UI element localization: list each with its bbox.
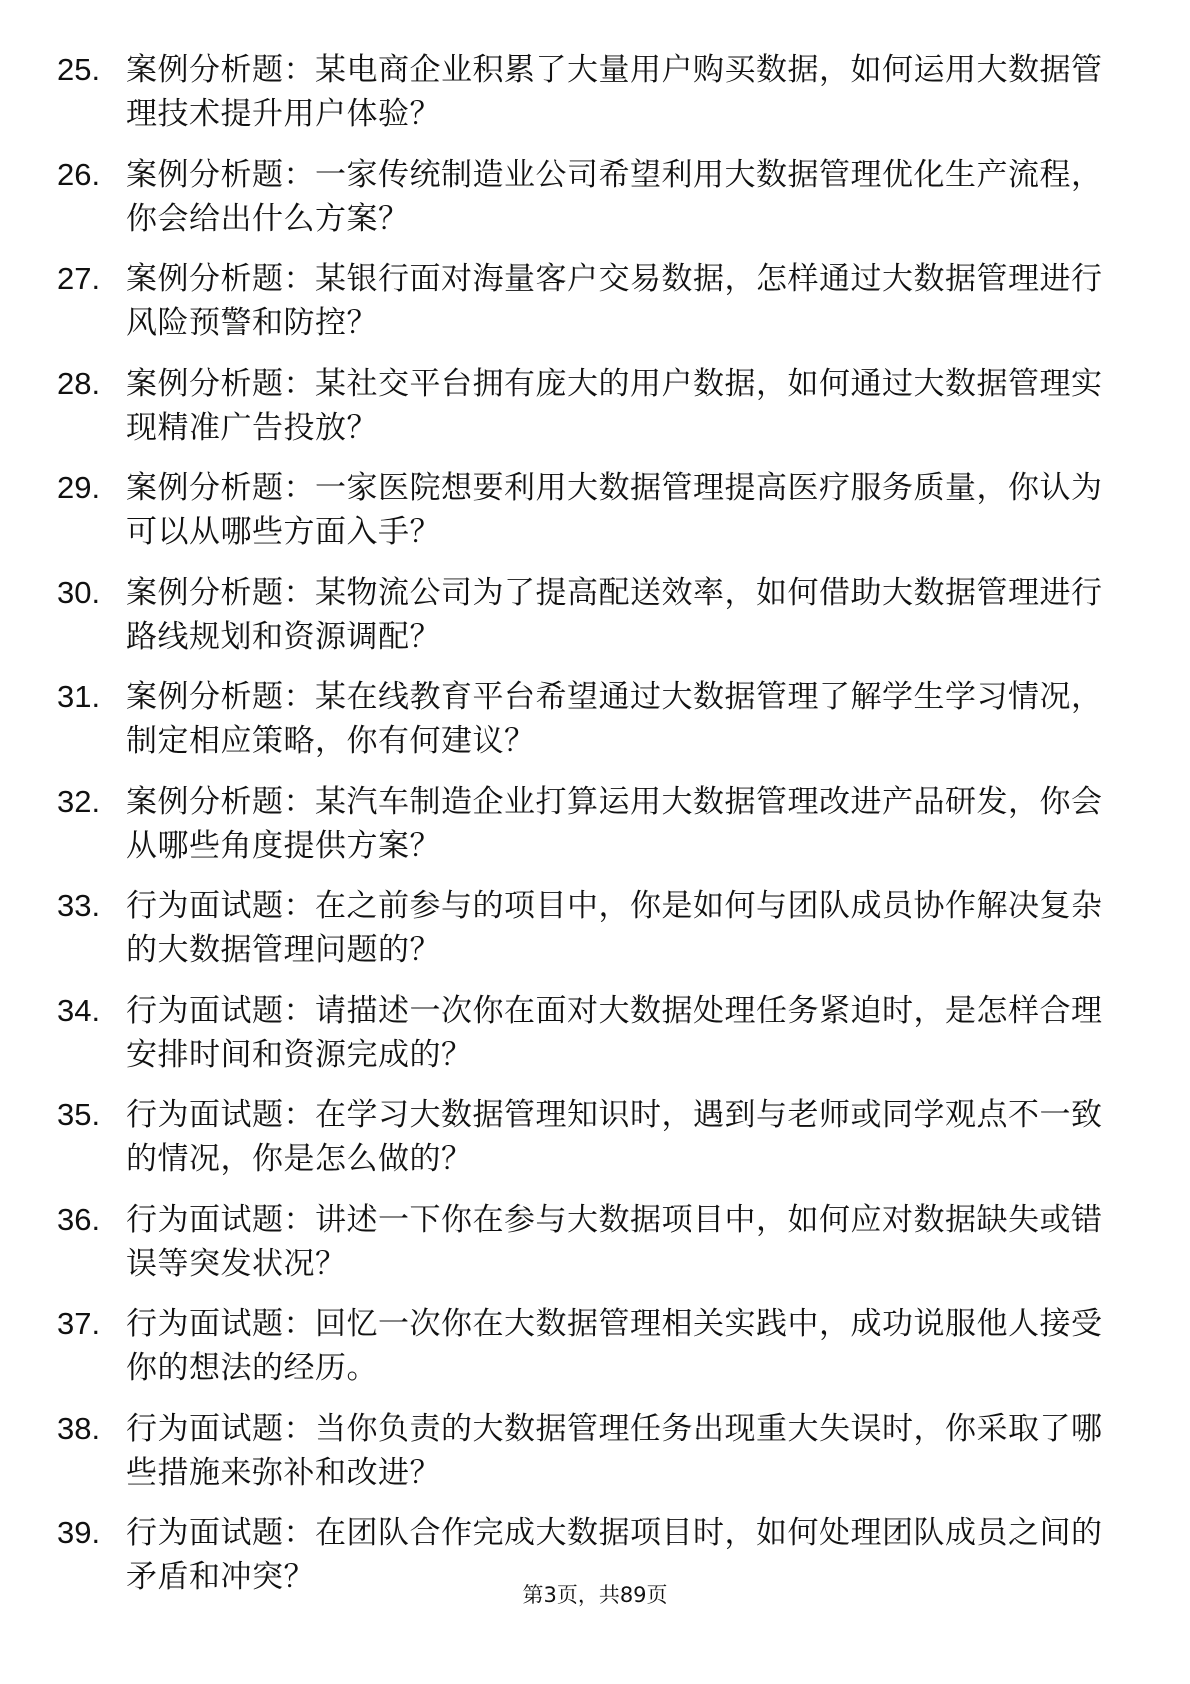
question-text: 案例分析题：某社交平台拥有庞大的用户数据，如何通过大数据管理实现精准广告投放？ [126, 365, 1103, 446]
list-item [0, 571, 1190, 676]
question-text: 行为面试题：在学习大数据管理知识时，遇到与老师或同学观点不一致的情况，你是怎么做的？ [126, 1097, 1103, 1177]
page-footer: 第3页，共89页 [522, 1583, 668, 1607]
question-text: 行为面试题：讲述一下你在参与大数据项目中，如何应对数据缺失或错误等突发状况？ [126, 1201, 1103, 1282]
question-number: 30. [57, 574, 101, 610]
question-number: 33. [57, 888, 101, 923]
question-text: 行为面试题：在团队合作完成大数据项目时，如何处理团队成员之间的矛盾和冲突？ [126, 1515, 1103, 1595]
question-text: 案例分析题：一家医院想要利用大数据管理提高医疗服务质量，你认为可以从哪些方面入手？ [126, 470, 1103, 550]
question-number: 28. [57, 365, 101, 401]
question-text: 行为面试题：请描述一次你在面对大数据处理任务紧迫时，是怎样合理安排时间和资源完成的？ [126, 992, 1103, 1073]
list-item [0, 675, 1190, 780]
question-text: 案例分析题：某银行面对海量客户交易数据，怎样通过大数据管理进行风险预警和防控？ [126, 261, 1103, 341]
list-item [0, 780, 1190, 885]
question-text: 行为面试题：在之前参与的项目中，你是如何与团队成员协作解决复杂的大数据管理问题的？ [126, 888, 1103, 968]
question-number: 25. [57, 52, 101, 87]
question-text: 行为面试题：回忆一次你在大数据管理相关实践中，成功说服他人接受你的想法的经历。 [126, 1306, 1103, 1386]
question-number: 36. [57, 1201, 101, 1237]
list-item [0, 48, 1190, 153]
question-text: 行为面试题：当你负责的大数据管理任务出现重大失误时，你采取了哪些措施来弥补和改进？ [126, 1410, 1103, 1491]
question-text: 案例分析题：一家传统制造业公司希望利用大数据管理优化生产流程，你会给出什么方案？ [126, 156, 1103, 237]
list-item [0, 1198, 1190, 1303]
list-item [0, 257, 1190, 362]
question-number: 26. [57, 156, 101, 192]
question-number: 31. [57, 679, 101, 714]
question-number: 38. [57, 1410, 101, 1446]
list-item [0, 989, 1190, 1094]
question-text: 案例分析题：某电商企业积累了大量用户购买数据，如何运用大数据管理技术提升用户体验？ [126, 52, 1103, 132]
list-item [0, 466, 1190, 571]
list-item [0, 1407, 1190, 1512]
list-item [0, 362, 1190, 467]
question-text: 案例分析题：某在线教育平台希望通过大数据管理了解学生学习情况，制定相应策略，你有何建议？ [126, 679, 1103, 759]
question-number: 39. [57, 1515, 101, 1550]
list-item [0, 153, 1190, 258]
question-number: 27. [57, 261, 101, 296]
question-number: 35. [57, 1097, 101, 1132]
list-item [0, 1093, 1190, 1198]
list-item [0, 1302, 1190, 1407]
question-text: 案例分析题：某物流公司为了提高配送效率，如何借助大数据管理进行路线规划和资源调配？ [126, 574, 1103, 655]
question-number: 32. [57, 783, 101, 819]
question-number: 29. [57, 470, 101, 505]
question-list [0, 48, 1190, 1616]
question-number: 34. [57, 992, 101, 1028]
question-text: 案例分析题：某汽车制造企业打算运用大数据管理改进产品研发，你会从哪些角度提供方案？ [126, 783, 1103, 864]
list-item [0, 884, 1190, 989]
question-number: 37. [57, 1306, 101, 1341]
